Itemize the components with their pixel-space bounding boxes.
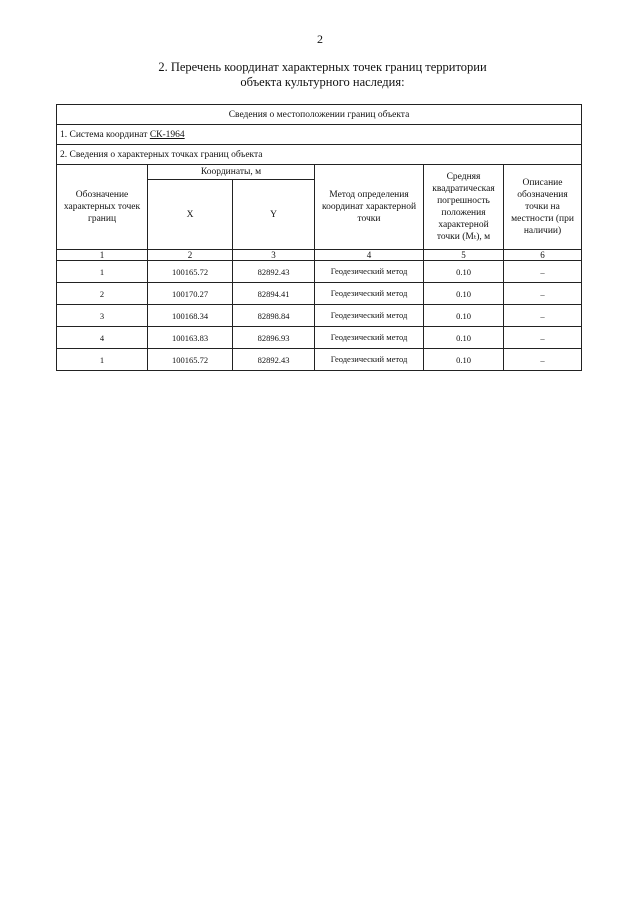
coordinate-system-label: 1. Система координат [60,129,150,140]
description: – [504,305,582,327]
description: – [504,261,582,283]
method: Геодезический метод [315,305,424,327]
point-id: 4 [57,327,148,349]
heading-line-1: 2. Перечень координат характерных точек границ территории [158,60,487,74]
header-designation: Обозначение характерных точек границ [57,165,148,250]
header-error: Средняя квадратическая погрешность положения характерной точки (Mₜ), м [424,165,504,250]
heading-line-2: объекта культурного наследия: [240,75,405,89]
coord-y: 82892.43 [233,261,315,283]
column-number-row [57,250,582,261]
column-number: 4 [315,250,424,261]
point-id: 1 [57,349,148,371]
table-row [57,305,582,327]
coord-y: 82894.41 [233,283,315,305]
error: 0.10 [424,305,504,327]
document-heading [120,60,525,90]
point-id: 2 [57,283,148,305]
method: Геодезический метод [315,283,424,305]
column-number: 6 [504,250,582,261]
column-number: 3 [233,250,315,261]
coordinate-system-value: СК-1964 [149,129,185,140]
table-row [57,349,582,371]
column-number: 2 [148,250,233,261]
header-coordinates: Координаты, м [148,165,315,180]
table-row [57,327,582,349]
coord-x: 100168.34 [148,305,233,327]
error: 0.10 [424,261,504,283]
coordinates-table [56,104,582,371]
error: 0.10 [424,327,504,349]
error: 0.10 [424,283,504,305]
header-x: X [148,180,233,250]
coord-y: 82892.43 [233,349,315,371]
table-row [57,261,582,283]
header-description: Описание обозначения точки на местности (при наличии) [504,165,582,250]
table-row [57,283,582,305]
point-id: 3 [57,305,148,327]
coord-y: 82898.84 [233,305,315,327]
coord-x: 100165.72 [148,349,233,371]
points-section-label: 2. Сведения о характерных точках границ объекта [57,145,582,165]
method: Геодезический метод [315,327,424,349]
coord-x: 100165.72 [148,261,233,283]
coord-x: 100170.27 [148,283,233,305]
header-y: Y [233,180,315,250]
column-number: 5 [424,250,504,261]
coordinate-system-row [57,125,582,145]
error: 0.10 [424,349,504,371]
description: – [504,349,582,371]
method: Геодезический метод [315,349,424,371]
description: – [504,327,582,349]
coord-x: 100163.83 [148,327,233,349]
coord-y: 82896.93 [233,327,315,349]
column-number: 1 [57,250,148,261]
table-title: Сведения о местоположении границ объекта [57,105,582,125]
header-method: Метод определения координат характерной точки [315,165,424,250]
method: Геодезический метод [315,261,424,283]
page-number: 2 [317,32,323,46]
description: – [504,283,582,305]
point-id: 1 [57,261,148,283]
